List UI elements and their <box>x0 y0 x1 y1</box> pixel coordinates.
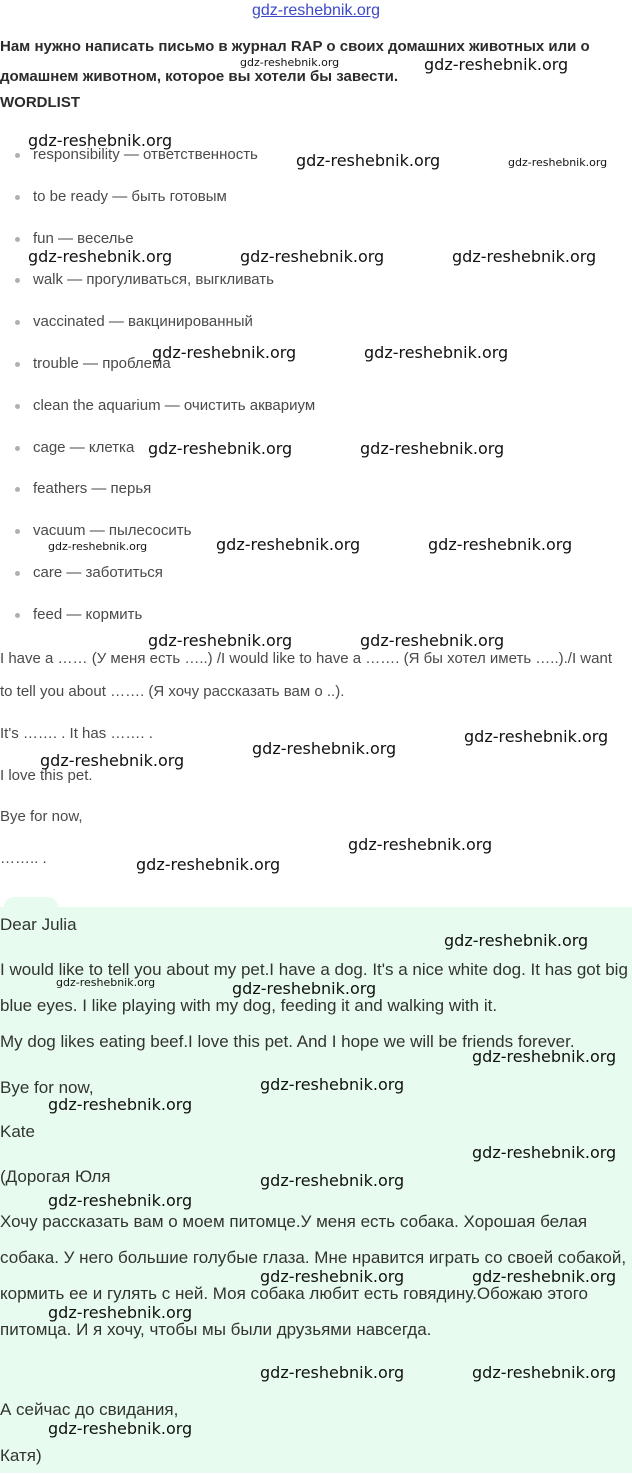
watermark: gdz-reshebnik.org <box>444 931 589 950</box>
watermark: gdz-reshebnik.org <box>48 1419 193 1438</box>
bullet-icon <box>15 195 20 200</box>
answer-body-2: My dog likes eating beef.I love this pet. And I hope we will be friends forever. <box>0 1032 575 1051</box>
watermark: gdz-reshebnik.org <box>452 247 597 266</box>
watermark: gdz-reshebnik.org <box>472 1363 617 1382</box>
watermark: gdz-reshebnik.org <box>252 739 397 758</box>
watermark: gdz-reshebnik.org <box>472 1267 617 1286</box>
watermark: gdz-reshebnik.org <box>40 751 185 770</box>
watermark: gdz-reshebnik.org <box>48 1095 193 1114</box>
watermark: gdz-reshebnik.org <box>464 727 609 746</box>
list-item: to be ready — быть готовым <box>0 188 620 230</box>
watermark: gdz-reshebnik.org <box>424 55 569 74</box>
watermark: gdz-reshebnik.org <box>428 535 573 554</box>
bullet-icon <box>15 446 20 451</box>
watermark: gdz-reshebnik.org <box>240 247 385 266</box>
watermark: gdz-reshebnik.org <box>240 56 340 69</box>
list-item: fun — веселье <box>0 230 620 272</box>
watermark: gdz-reshebnik.org <box>260 1171 405 1190</box>
list-item: cage — клетка <box>0 439 620 481</box>
list-item: trouble — проблема <box>0 355 620 397</box>
watermark: gdz-reshebnik.org <box>216 535 361 554</box>
watermark: gdz-reshebnik.org <box>508 156 608 169</box>
watermark: gdz-reshebnik.org <box>48 1303 193 1322</box>
watermark: gdz-reshebnik.org <box>56 976 156 989</box>
watermark: gdz-reshebnik.org <box>48 540 148 553</box>
bullet-icon <box>15 320 20 325</box>
answer-closing: Bye for now, <box>0 1078 94 1097</box>
bullet-icon <box>15 362 20 367</box>
watermark: gdz-reshebnik.org <box>364 343 509 362</box>
watermark: gdz-reshebnik.org <box>472 1143 617 1162</box>
list-item: responsibility — ответственность <box>0 146 620 188</box>
list-item: care — заботиться <box>0 564 620 606</box>
watermark: gdz-reshebnik.org <box>232 979 377 998</box>
watermark: gdz-reshebnik.org <box>260 1075 405 1094</box>
watermark: gdz-reshebnik.org <box>472 1047 617 1066</box>
watermark: gdz-reshebnik.org <box>348 835 493 854</box>
list-item: vacuum — пылесосить <box>0 522 620 564</box>
watermark: gdz-reshebnik.org <box>260 1267 405 1286</box>
template-line-2: It's ……. . It has ……. . <box>0 725 153 742</box>
list-item: clean the aquarium — очистить аквариум <box>0 397 620 439</box>
watermark: gdz-reshebnik.org <box>28 131 173 150</box>
template-line-4: Bye for now, <box>0 808 83 825</box>
list-item: feed — кормить <box>0 606 620 648</box>
answer-ru-greeting: (Дорогая Юля <box>0 1167 111 1186</box>
task-text: Нам нужно написать письмо в журнал RAP о своих домашних животных или о домашнем животном, которое вы хотели бы завести. <box>0 38 590 85</box>
wordlist <box>0 146 620 648</box>
watermark: gdz-reshebnik.org <box>148 439 293 458</box>
watermark: gdz-reshebnik.org <box>152 343 297 362</box>
template-line-5: …….. . <box>0 850 47 867</box>
bullet-icon <box>15 571 20 576</box>
bullet-icon <box>15 613 20 618</box>
watermark: gdz-reshebnik.org <box>148 631 293 650</box>
answer-body-1: I would like to tell you about my pet.I have a dog. It's a nice white dog. It has got big blue eyes. I like playing with my dog, feeding it and walking with it. <box>0 960 628 1015</box>
list-item: feathers — перья <box>0 480 620 522</box>
bullet-icon <box>15 529 20 534</box>
watermark: gdz-reshebnik.org <box>48 1191 193 1210</box>
site-link[interactable]: gdz-reshebnik.org <box>251 2 381 19</box>
bullet-icon <box>15 487 20 492</box>
watermark: gdz-reshebnik.org <box>360 631 505 650</box>
watermark: gdz-reshebnik.org <box>260 1363 405 1382</box>
watermark: gdz-reshebnik.org <box>296 151 441 170</box>
answer-ru-body: Хочу рассказать вам о моем питомце.У меня есть собака. Хорошая белая собака. У него большие голубые глаза. Мне нравится играть со своей собакой, кормить ее и гулять с ней. Моя собака любит есть говядину.Обожаю этого питомца. И я хочу, чтобы мы были друзьями навсегда. <box>0 1212 627 1339</box>
list-item: vaccinated — вакцинированный <box>0 313 620 355</box>
answer-ru-closing: А сейчас до свидания, <box>0 1400 179 1419</box>
watermark: gdz-reshebnik.org <box>136 855 281 874</box>
watermark: gdz-reshebnik.org <box>360 439 505 458</box>
answer-greeting: Dear Julia <box>0 915 77 934</box>
bullet-icon <box>15 278 20 283</box>
wordlist-title: WORDLIST <box>0 94 80 111</box>
bullet-icon <box>15 237 20 242</box>
template-line-1: I have a …… (У меня есть …..) /I would like to have a ……. (Я бы хотел иметь …..)./I want to tell you about ……. (Я хочу рассказать вам о ..). <box>0 650 612 700</box>
template-line-3: I love this pet. <box>0 767 93 784</box>
bullet-icon <box>15 404 20 409</box>
bullet-icon <box>15 153 20 158</box>
list-item: walk — прогуливаться, выгкливать <box>0 271 620 313</box>
watermark: gdz-reshebnik.org <box>28 247 173 266</box>
answer-signature: Kate <box>0 1122 35 1141</box>
answer-ru-signature: Катя) <box>0 1446 42 1465</box>
